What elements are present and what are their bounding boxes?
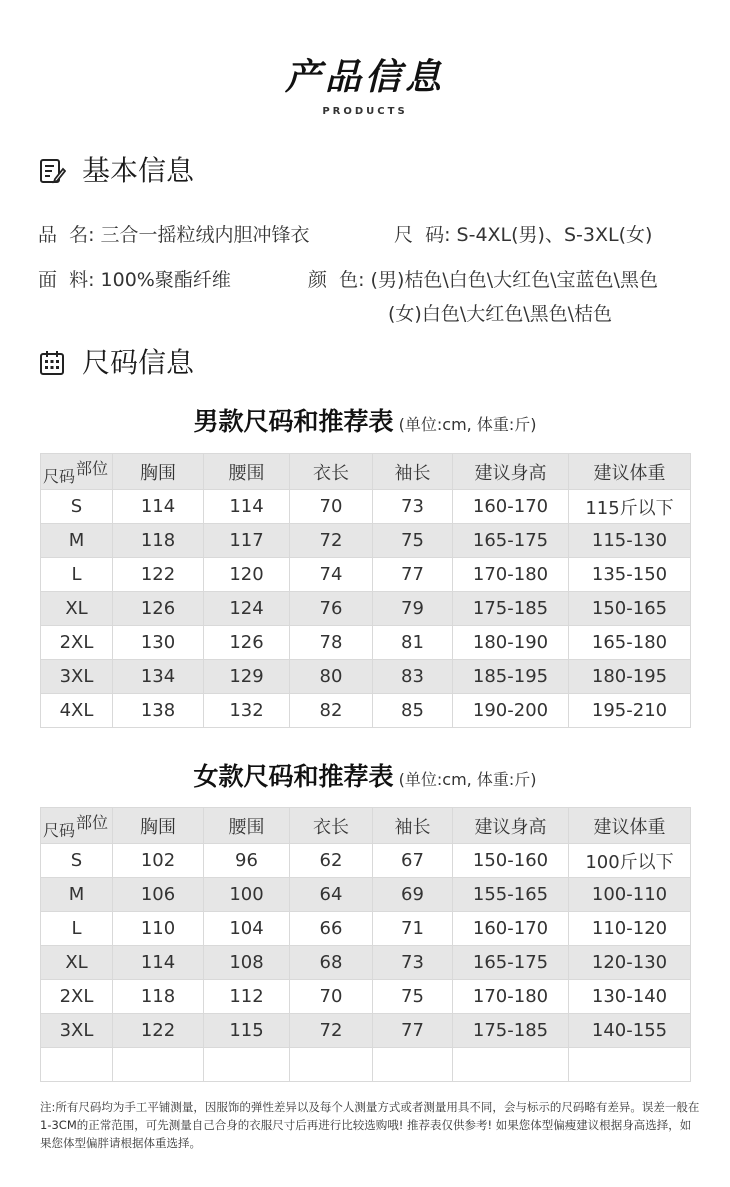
column-header: 腰围 bbox=[204, 808, 290, 844]
table-row bbox=[41, 660, 691, 694]
value-cell: 75 bbox=[373, 980, 453, 1014]
table-row bbox=[41, 1014, 691, 1048]
value-cell: 130-140 bbox=[569, 980, 691, 1014]
value-cell: 120 bbox=[204, 558, 290, 592]
color-row-women bbox=[388, 302, 612, 326]
value-cell: 114 bbox=[204, 490, 290, 524]
table-row bbox=[41, 558, 691, 592]
column-header: 衣长 bbox=[290, 454, 373, 490]
value-cell: 102 bbox=[113, 844, 204, 878]
value-cell: 73 bbox=[373, 946, 453, 980]
value-cell: 82 bbox=[290, 694, 373, 728]
column-header: 袖长 bbox=[373, 808, 453, 844]
size-cell: L bbox=[41, 558, 113, 592]
column-header: 建议体重 bbox=[569, 454, 691, 490]
column-header: 建议身高 bbox=[453, 454, 569, 490]
measurement-note: 注:所有尺码均为手工平铺测量，因服饰的弹性差异以及每个人测量方式或者测量用具不同，会与标示的尺码略有差异。误差一般在1-3CM的正常范围，可先测量自己合身的衣服尺寸后再进行比较选购哦! 推荐表仅供参考! 如果您体型偏瘦建议根据身高选择，如果您体型偏胖请根据体重选择。 bbox=[40, 1100, 700, 1150]
value-cell: 71 bbox=[373, 912, 453, 946]
value-cell: 75 bbox=[373, 524, 453, 558]
size-range-row bbox=[394, 223, 652, 247]
value-cell: 117 bbox=[204, 524, 290, 558]
column-header: 衣长 bbox=[290, 808, 373, 844]
column-header: 胸围 bbox=[113, 808, 204, 844]
size-info-heading bbox=[38, 348, 194, 378]
value-cell: 110-120 bbox=[569, 912, 691, 946]
basic-info-title: 基本信息 bbox=[82, 154, 195, 187]
value-cell: 79 bbox=[373, 592, 453, 626]
value-cell: 180-190 bbox=[453, 626, 569, 660]
table-row bbox=[41, 524, 691, 558]
table-row bbox=[41, 844, 691, 878]
value-cell: 130 bbox=[113, 626, 204, 660]
value-cell: 68 bbox=[290, 946, 373, 980]
men-table-title: 男款尺码和推荐表 bbox=[193, 407, 394, 436]
value-cell: 134 bbox=[113, 660, 204, 694]
corner-size-label: 尺码 bbox=[43, 821, 76, 840]
size-cell: M bbox=[41, 524, 113, 558]
value-cell bbox=[569, 1048, 691, 1082]
column-header: 腰围 bbox=[204, 454, 290, 490]
document-edit-icon bbox=[38, 157, 66, 185]
value-cell: 115 bbox=[204, 1014, 290, 1048]
page-title: 产品信息 bbox=[284, 57, 445, 98]
value-cell: 165-175 bbox=[453, 524, 569, 558]
value-cell: 70 bbox=[290, 980, 373, 1014]
size-cell bbox=[41, 1048, 113, 1082]
size-cell: M bbox=[41, 878, 113, 912]
size-range-value: S-4XL(男)、S-3XL(女) bbox=[456, 224, 653, 246]
product-name-row bbox=[38, 223, 310, 247]
column-header: 建议身高 bbox=[453, 808, 569, 844]
size-cell: XL bbox=[41, 946, 113, 980]
value-cell: 78 bbox=[290, 626, 373, 660]
size-info-title: 尺码信息 bbox=[82, 346, 195, 379]
value-cell: 195-210 bbox=[569, 694, 691, 728]
value-cell bbox=[204, 1048, 290, 1082]
color-label: 颜 色: bbox=[308, 269, 365, 291]
value-cell: 129 bbox=[204, 660, 290, 694]
value-cell: 66 bbox=[290, 912, 373, 946]
table-row bbox=[41, 694, 691, 728]
value-cell: 81 bbox=[373, 626, 453, 660]
value-cell: 108 bbox=[204, 946, 290, 980]
value-cell: 126 bbox=[204, 626, 290, 660]
corner-cell bbox=[41, 808, 113, 844]
size-cell: L bbox=[41, 912, 113, 946]
table-row bbox=[41, 912, 691, 946]
value-cell: 165-180 bbox=[569, 626, 691, 660]
value-cell: 64 bbox=[290, 878, 373, 912]
value-cell: 76 bbox=[290, 592, 373, 626]
men-size-table bbox=[40, 453, 691, 728]
table-row bbox=[41, 592, 691, 626]
value-cell: 96 bbox=[204, 844, 290, 878]
value-cell: 185-195 bbox=[453, 660, 569, 694]
value-cell: 112 bbox=[204, 980, 290, 1014]
value-cell: 106 bbox=[113, 878, 204, 912]
size-cell: 2XL bbox=[41, 626, 113, 660]
column-header: 胸围 bbox=[113, 454, 204, 490]
size-cell: S bbox=[41, 490, 113, 524]
value-cell: 150-160 bbox=[453, 844, 569, 878]
value-cell: 100-110 bbox=[569, 878, 691, 912]
value-cell: 74 bbox=[290, 558, 373, 592]
value-cell: 115-130 bbox=[569, 524, 691, 558]
women-table-title: 女款尺码和推荐表 bbox=[193, 762, 394, 791]
value-cell: 132 bbox=[204, 694, 290, 728]
men-table-unit: (单位:cm, 体重:斤) bbox=[398, 415, 537, 434]
women-size-table bbox=[40, 807, 691, 1082]
calendar-icon bbox=[38, 349, 66, 377]
value-cell: 160-170 bbox=[453, 490, 569, 524]
table-row bbox=[41, 980, 691, 1014]
value-cell: 114 bbox=[113, 946, 204, 980]
value-cell: 104 bbox=[204, 912, 290, 946]
women-table-unit: (单位:cm, 体重:斤) bbox=[398, 770, 537, 789]
value-cell: 155-165 bbox=[453, 878, 569, 912]
value-cell: 83 bbox=[373, 660, 453, 694]
value-cell: 73 bbox=[373, 490, 453, 524]
fabric-label: 面 料: bbox=[38, 269, 95, 291]
value-cell: 175-185 bbox=[453, 1014, 569, 1048]
fabric-row bbox=[38, 268, 231, 292]
value-cell: 80 bbox=[290, 660, 373, 694]
size-cell: 3XL bbox=[41, 660, 113, 694]
value-cell: 118 bbox=[113, 524, 204, 558]
value-cell: 110 bbox=[113, 912, 204, 946]
value-cell: 190-200 bbox=[453, 694, 569, 728]
men-table-heading bbox=[0, 402, 730, 438]
value-cell: 118 bbox=[113, 980, 204, 1014]
value-cell: 140-155 bbox=[569, 1014, 691, 1048]
basic-info-heading bbox=[38, 156, 194, 186]
color-value-men: (男)桔色\白色\大红色\宝蓝色\黑色 bbox=[370, 269, 658, 291]
women-table-heading bbox=[0, 757, 730, 793]
size-cell: 3XL bbox=[41, 1014, 113, 1048]
value-cell: 160-170 bbox=[453, 912, 569, 946]
fabric-value: 100%聚酯纤维 bbox=[100, 269, 231, 291]
value-cell: 70 bbox=[290, 490, 373, 524]
column-header: 建议体重 bbox=[569, 808, 691, 844]
value-cell: 100斤以下 bbox=[569, 844, 691, 878]
size-cell: 2XL bbox=[41, 980, 113, 1014]
size-cell: XL bbox=[41, 592, 113, 626]
value-cell: 77 bbox=[373, 558, 453, 592]
value-cell: 72 bbox=[290, 524, 373, 558]
column-header: 袖长 bbox=[373, 454, 453, 490]
product-name-label: 品 名: bbox=[38, 224, 95, 246]
table-header-row bbox=[41, 808, 691, 844]
corner-part-label: 部位 bbox=[75, 813, 108, 832]
value-cell: 135-150 bbox=[569, 558, 691, 592]
value-cell: 170-180 bbox=[453, 558, 569, 592]
table-row bbox=[41, 946, 691, 980]
value-cell: 114 bbox=[113, 490, 204, 524]
value-cell: 175-185 bbox=[453, 592, 569, 626]
value-cell: 150-165 bbox=[569, 592, 691, 626]
size-range-label: 尺 码: bbox=[394, 224, 451, 246]
page-header bbox=[0, 58, 730, 117]
value-cell: 170-180 bbox=[453, 980, 569, 1014]
value-cell: 85 bbox=[373, 694, 453, 728]
table-row bbox=[41, 878, 691, 912]
value-cell: 180-195 bbox=[569, 660, 691, 694]
value-cell: 115斤以下 bbox=[569, 490, 691, 524]
value-cell: 67 bbox=[373, 844, 453, 878]
value-cell: 69 bbox=[373, 878, 453, 912]
product-name-value: 三合一摇粒绒内胆冲锋衣 bbox=[100, 224, 310, 246]
value-cell bbox=[113, 1048, 204, 1082]
value-cell: 100 bbox=[204, 878, 290, 912]
corner-size-label: 尺码 bbox=[43, 467, 76, 486]
table-row bbox=[41, 1048, 691, 1082]
size-cell: S bbox=[41, 844, 113, 878]
value-cell: 138 bbox=[113, 694, 204, 728]
color-row bbox=[308, 268, 658, 292]
table-row bbox=[41, 626, 691, 660]
value-cell bbox=[453, 1048, 569, 1082]
value-cell: 124 bbox=[204, 592, 290, 626]
table-header-row bbox=[41, 454, 691, 490]
value-cell: 62 bbox=[290, 844, 373, 878]
table-row bbox=[41, 490, 691, 524]
size-cell: 4XL bbox=[41, 694, 113, 728]
value-cell: 122 bbox=[113, 558, 204, 592]
value-cell: 120-130 bbox=[569, 946, 691, 980]
color-value-women: (女)白色\大红色\黑色\桔色 bbox=[388, 303, 613, 325]
value-cell: 77 bbox=[373, 1014, 453, 1048]
value-cell bbox=[373, 1048, 453, 1082]
corner-cell bbox=[41, 454, 113, 490]
value-cell: 72 bbox=[290, 1014, 373, 1048]
value-cell: 122 bbox=[113, 1014, 204, 1048]
corner-part-label: 部位 bbox=[75, 459, 108, 478]
value-cell: 165-175 bbox=[453, 946, 569, 980]
value-cell bbox=[290, 1048, 373, 1082]
page-subtitle: PRODUCTS bbox=[322, 106, 408, 117]
value-cell: 126 bbox=[113, 592, 204, 626]
